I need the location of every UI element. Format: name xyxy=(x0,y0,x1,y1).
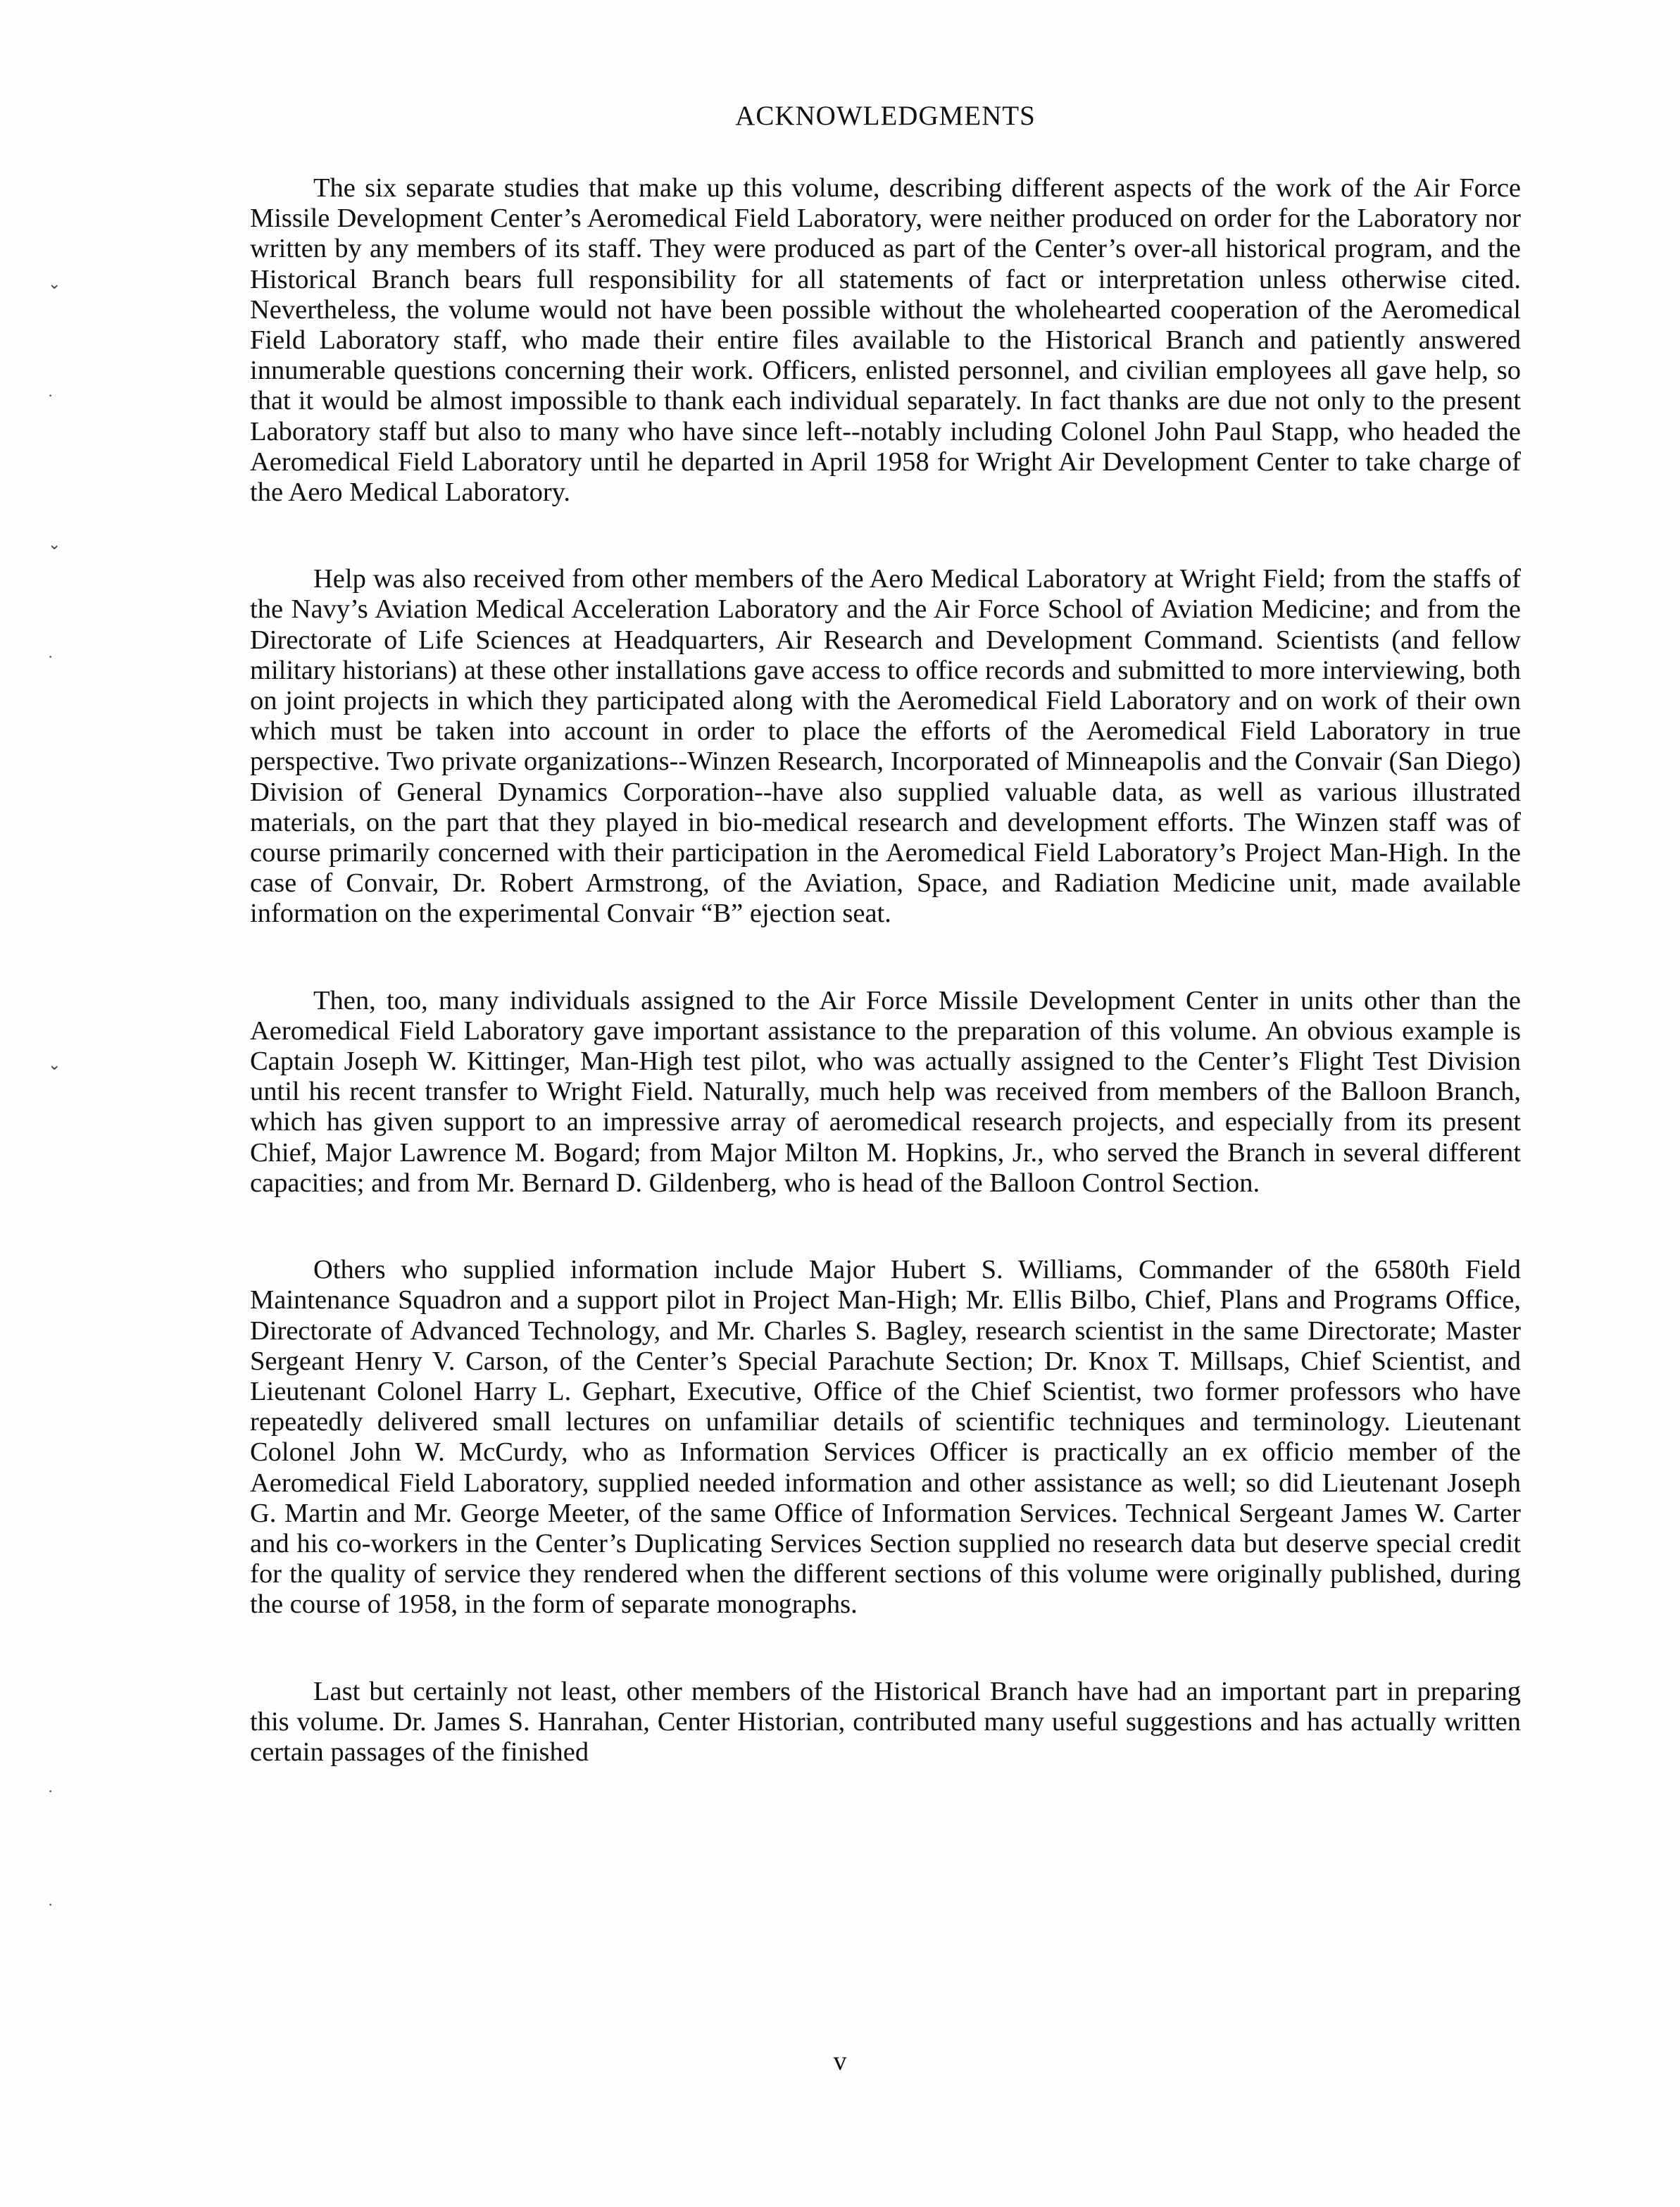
margin-mark: · xyxy=(48,1782,54,1800)
paragraph: Help was also received from other members of the Aero Medical Laboratory at Wright Field; from the staffs of the Navy’s Aviation Medical Acceleration Laboratory and the Air Force School of Aviation Medicine; and from the Directorate of Life Sciences at Headquarters, Air Research and Development Command. Scientists (and fellow military historians) at these other installations gave access to office records and submitted to more interviewing, both on joint projects in which they participated along with the Aeromedical Field Laboratory and on work of their own which must be taken into account in order to place the efforts of the Aeromedical Field Laboratory in true perspective. Two private organizations--Winzen Research, Incorporated of Minneapolis and the Convair (San Diego) Division of General Dynamics Corporation--have also supplied valuable data, as well as various illustrated materials, on the part that they played in bio-medical research and development efforts. The Winzen staff was of course primarily concerned with their participation in the Aeromedical Field Laboratory’s Project Man-High. In the case of Convair, Dr. Robert Armstrong, of the Aviation, Space, and Radiation Medicine unit, made available information on the experimental Convair “B” ejection seat. xyxy=(250,564,1521,929)
page-title: ACKNOWLEDGMENTS xyxy=(735,101,1036,131)
paragraph: Then, too, many individuals assigned to the Air Force Missile Development Center in units other than the Aeromedical Field Laboratory gave important assistance to the preparation of this volume. An obvious example is Captain Joseph W. Kittinger, Man-High test pilot, who was actually assigned to the Center’s Flight Test Division until his recent transfer to Wright Field. Naturally, much help was received from members of the Balloon Branch, which has given support to an impressive array of aeromedical research projects, and especially from its present Chief, Major Lawrence M. Bogard; from Major Milton M. Hopkins, Jr., who served the Branch in several different capacities; and from Mr. Bernard D. Gildenberg, who is head of the Balloon Control Section. xyxy=(250,985,1521,1198)
document-body xyxy=(250,99,1521,1768)
margin-mark: ⌄ xyxy=(48,275,61,292)
paragraph: Last but certainly not least, other members of the Historical Branch have had an important part in preparing this volume. Dr. James S. Hanrahan, Center Historian, contributed many useful suggestions and has actually written certain passages of the finished xyxy=(250,1676,1521,1767)
page-number: v xyxy=(833,2046,847,2076)
margin-mark: · xyxy=(48,387,54,404)
paragraph: Others who supplied information include Major Hubert S. Williams, Commander of the 6580th Field Maintenance Squadron and a support pilot in Project Man-High; Mr. Ellis Bilbo, Chief, Plans and Programs Office, Directorate of Advanced Technology, and Mr. Charles S. Bagley, research scientist in the same Directorate; Master Sergeant Henry V. Carson, of the Center’s Special Parachute Section; Dr. Knox T. Millsaps, Chief Scientist, and Lieutenant Colonel Harry L. Gephart, Executive, Office of the Chief Scientist, two former professors who have repeatedly delivered small lectures on unfamiliar details of scientific techniques and terminology. Lieutenant Colonel John W. McCurdy, who as Information Services Officer is practically an ex officio member of the Aeromedical Field Laboratory, supplied needed information and other assistance as well; so did Lieutenant Joseph G. Martin and Mr. George Meeter, of the same Office of Information Services. Technical Sergeant James W. Carter and his co-workers in the Center’s Duplicating Services Section supplied no research data but deserve special credit for the quality of service they rendered when the different sections of this volume were originally published, during the course of 1958, in the form of separate monographs. xyxy=(250,1255,1521,1620)
margin-mark: · xyxy=(48,1896,54,1913)
margin-mark: ⌄ xyxy=(48,1056,61,1073)
paragraph: The six separate studies that make up this volume, describing different aspects of the work of the Air Force Missile Development Center’s Aeromedical Field Laboratory, were neither produced on order for the Laboratory nor written by any members of its staff. They were produced as part of the Center’s over-all historical program, and the Historical Branch bears full responsibility for all statements of fact or interpretation unless otherwise cited. Nevertheless, the volume would not have been possible without the wholehearted cooperation of the Aeromedical Field Laboratory staff, who made their entire files available to the Historical Branch and patiently answered innumerable questions concerning their work. Officers, enlisted personnel, and civilian employees all gave help, so that it would be almost impossible to thank each individual separately. In fact thanks are due not only to the present Laboratory staff but also to many who have since left--notably including Colonel John Paul Stapp, who headed the Aeromedical Field Laboratory until he departed in April 1958 for Wright Air Development Center to take charge of the Aero Medical Laboratory. xyxy=(250,173,1521,508)
margin-mark: ⌄ xyxy=(48,535,61,553)
margin-mark: · xyxy=(48,648,54,665)
